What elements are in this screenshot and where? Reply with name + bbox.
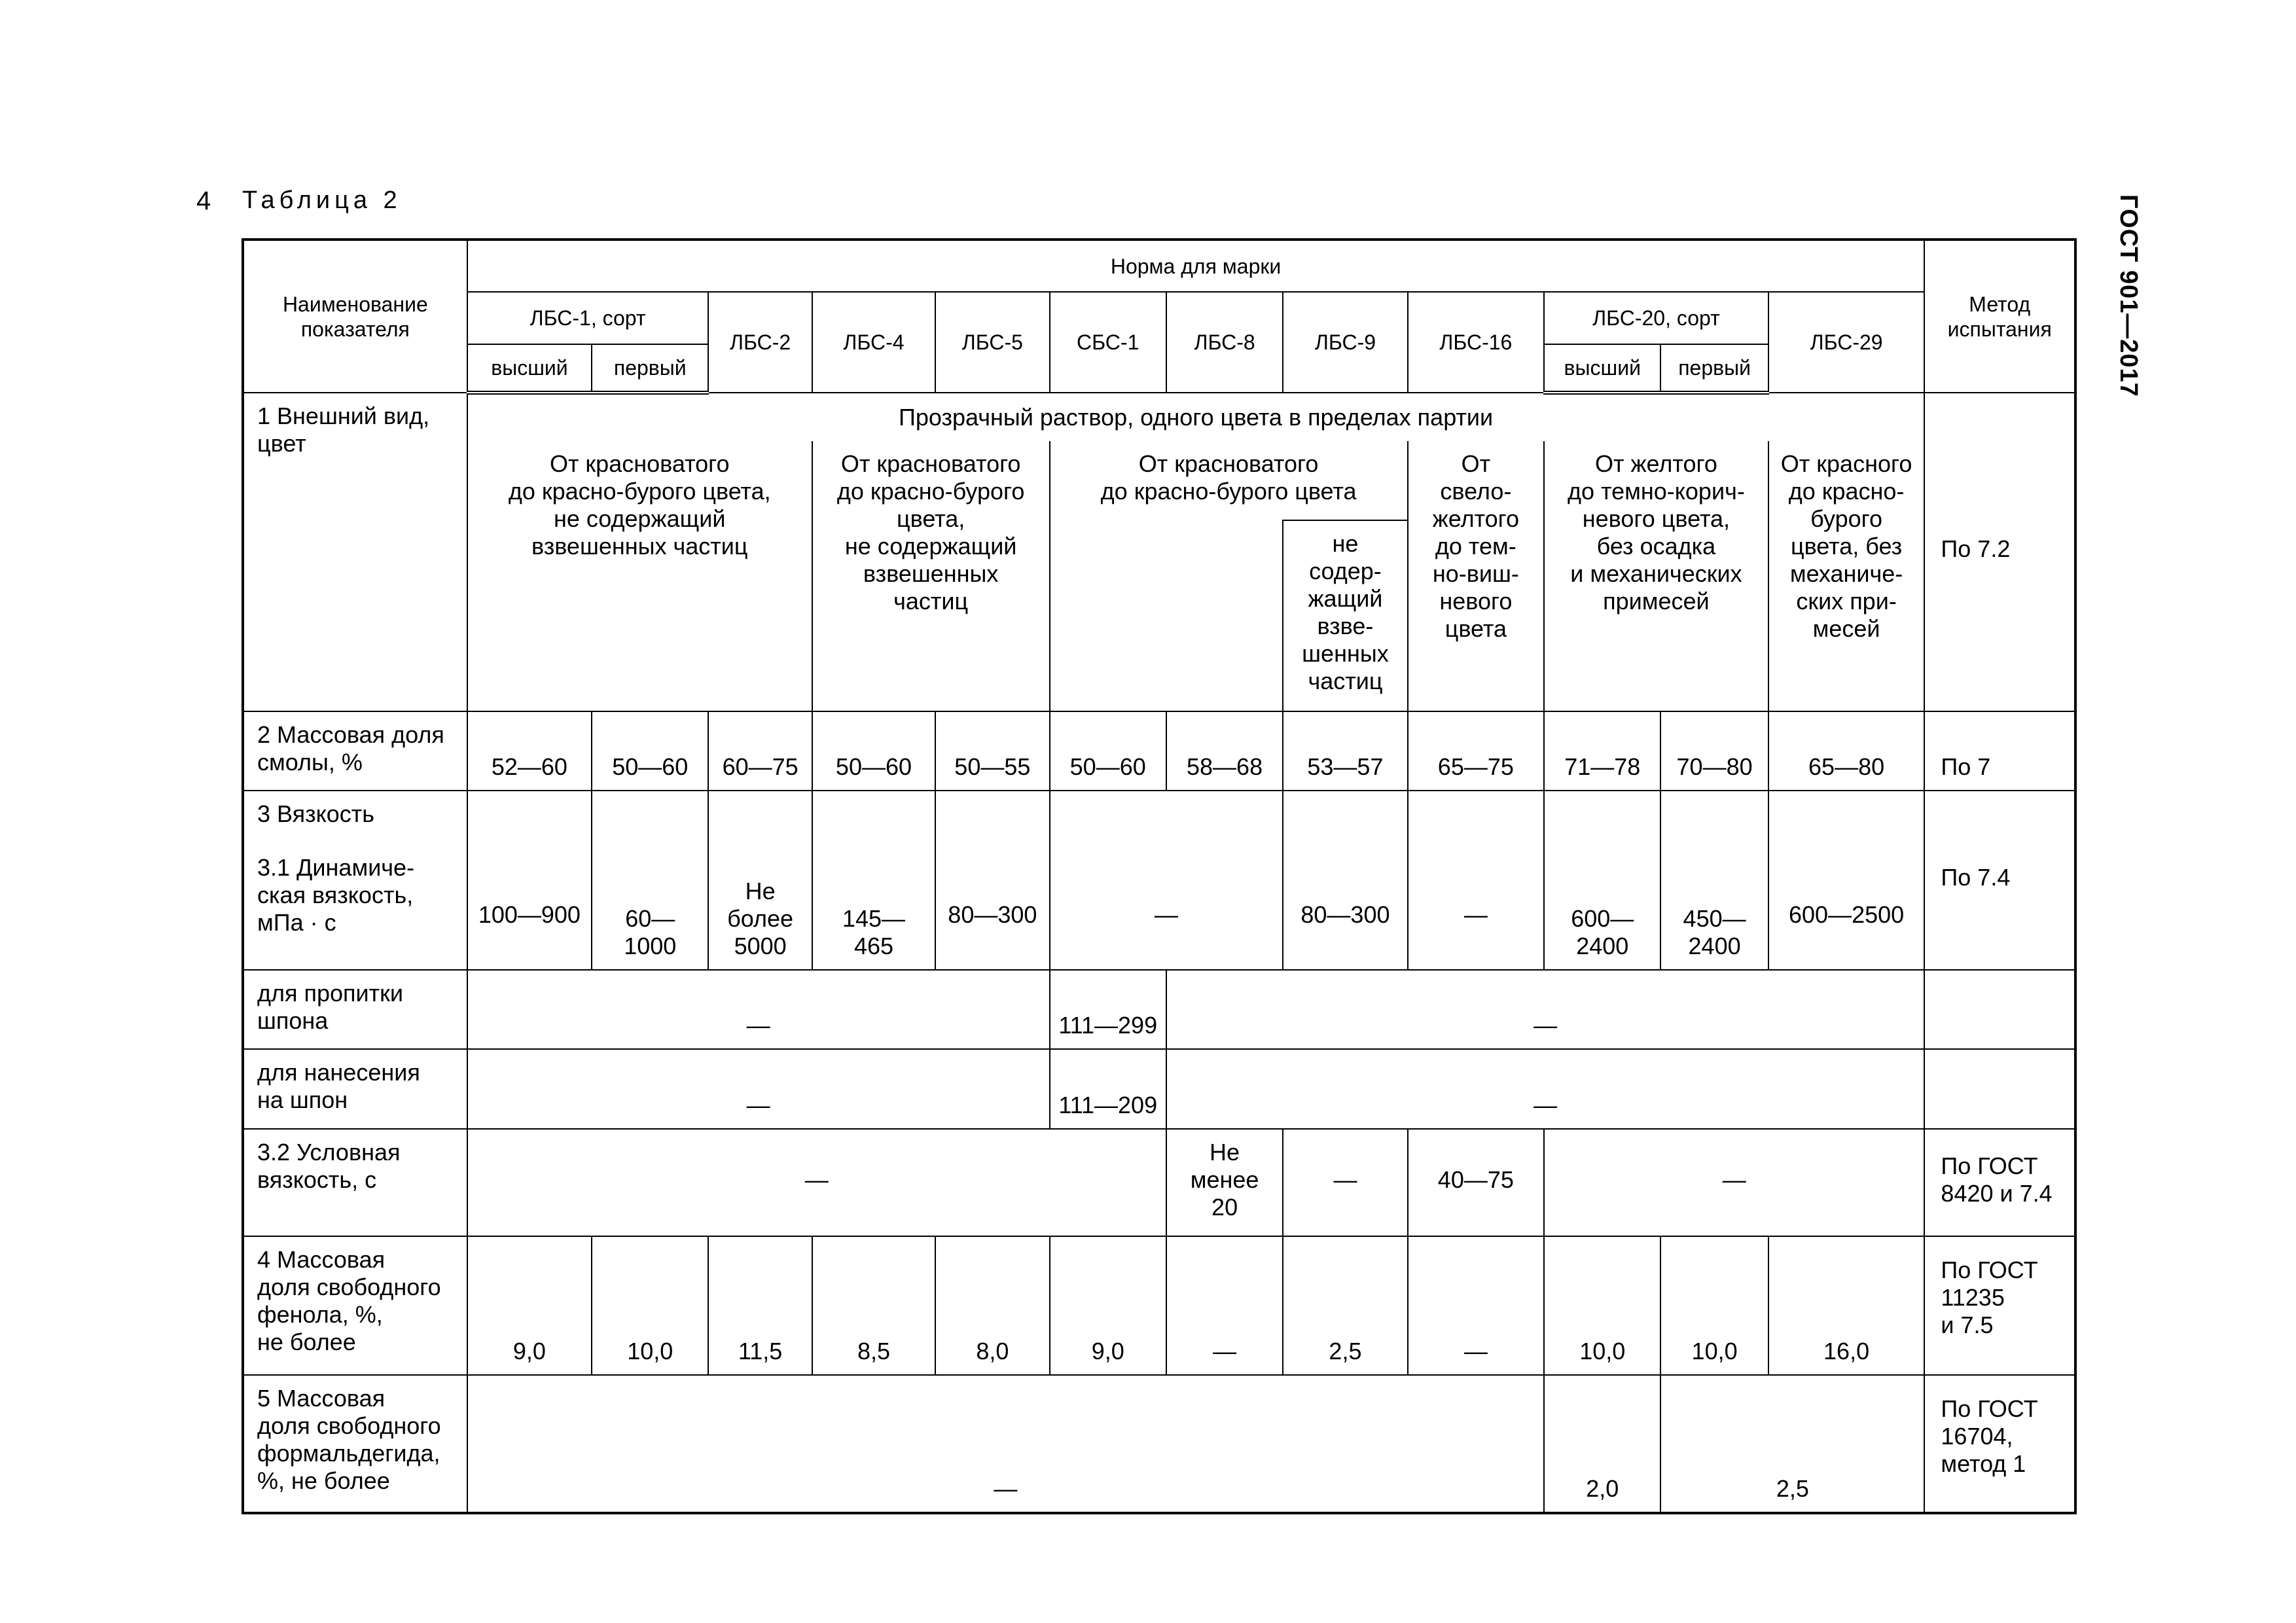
- row-phenol-method: По ГОСТ 11235 и 7.5: [1924, 1236, 2075, 1376]
- impregnation-sbs1: 111—299: [1050, 970, 1166, 1049]
- viscosity-lbs1-first: 60— 1000: [592, 791, 708, 969]
- row-formaldehyde-name: 5 Массовая доля свободного формальдегида, %, не более: [243, 1375, 467, 1513]
- resin-lbs5: 50—55: [935, 711, 1049, 791]
- phenol-lbs4: 8,5: [812, 1236, 935, 1376]
- header-sbs1: СБС-1: [1050, 292, 1166, 393]
- formaldehyde-right: 2,5: [1660, 1375, 1924, 1513]
- viscosity-sbs1-lbs8: —: [1050, 791, 1283, 969]
- application-sbs1: 111—209: [1050, 1049, 1166, 1128]
- row-appearance-name: 1 Внешний вид, цвет: [243, 393, 467, 711]
- phenol-lbs9: 2,5: [1283, 1236, 1407, 1376]
- viscosity-lbs16: —: [1408, 791, 1544, 969]
- row-appearance-general: Прозрачный раствор, одного цвета в пределах партии: [467, 393, 1925, 441]
- dynamic-viscosity-title: 3.1 Динамиче- ская вязкость, мПа · с: [257, 854, 415, 936]
- row-appearance-sbs1-lbs9: От красноватого до красно-бурого цвета: [1050, 441, 1408, 520]
- document-id: ГОСТ 901—2017: [2115, 194, 2142, 397]
- impregnation-right: —: [1166, 970, 1925, 1049]
- viscosity-lbs1-highest: 100—900: [467, 791, 592, 969]
- table-caption: Таблица 2: [242, 187, 402, 214]
- row-appearance-lbs29: От красного до красно- бурого цвета, без механиче- ских при- месей: [1768, 441, 1925, 711]
- viscosity-lbs20-first: 450— 2400: [1660, 791, 1768, 969]
- phenol-lbs1-first: 10,0: [592, 1236, 708, 1376]
- header-lbs16: ЛБС-16: [1408, 292, 1544, 393]
- header-lbs9: ЛБС-9: [1283, 292, 1407, 393]
- application-method: [1924, 1049, 2075, 1128]
- row-appearance-method: По 7.2: [1924, 393, 2075, 711]
- header-lbs2: ЛБС-2: [708, 292, 812, 393]
- row-viscosity-name: [243, 791, 467, 969]
- phenol-lbs8: —: [1166, 1236, 1283, 1376]
- header-indicator: Наименование показателя: [243, 240, 467, 393]
- impregnation-method: [1924, 970, 2075, 1049]
- application-left: —: [467, 1049, 1050, 1128]
- row-phenol-name: 4 Массовая доля свободного фенола, %, не более: [243, 1236, 467, 1376]
- phenol-lbs5: 8,0: [935, 1236, 1049, 1376]
- viscosity-gap: [257, 828, 461, 854]
- row-viscosity-method: По 7.4: [1924, 791, 2075, 969]
- resin-lbs16: 65—75: [1408, 711, 1544, 791]
- resin-lbs9: 53—57: [1283, 711, 1407, 791]
- conditional-viscosity-lbs8: Не менее 20: [1166, 1129, 1283, 1236]
- viscosity-title: 3 Вязкость: [257, 800, 375, 828]
- header-lbs20-first: первый: [1660, 344, 1768, 393]
- viscosity-lbs2: Не более 5000: [708, 791, 812, 969]
- phenol-lbs16: —: [1408, 1236, 1544, 1376]
- row-appearance-lbs1-lbs2: От красноватого до красно-бурого цвета, не содержащий взвешенных частиц: [467, 441, 812, 711]
- formaldehyde-lbs20-highest: 2,0: [1544, 1375, 1660, 1513]
- resin-lbs8: 58—68: [1166, 711, 1283, 791]
- resin-lbs20-first: 70—80: [1660, 711, 1768, 791]
- viscosity-lbs20-highest: 600— 2400: [1544, 791, 1660, 969]
- conditional-viscosity-lbs9: —: [1283, 1129, 1407, 1236]
- viscosity-lbs29: 600—2500: [1768, 791, 1925, 969]
- header-lbs1-first: первый: [592, 344, 708, 393]
- header-lbs29: ЛБС-29: [1768, 292, 1925, 393]
- header-lbs20: ЛБС-20, сорт: [1544, 292, 1768, 344]
- resin-lbs1-highest: 52—60: [467, 711, 592, 791]
- row-appearance-lbs4-lbs5: От красноватого до красно-бурого цвета, не содержащий взвешенных частиц: [812, 441, 1050, 711]
- phenol-sbs1: 9,0: [1050, 1236, 1166, 1376]
- viscosity-lbs9: 80—300: [1283, 791, 1407, 969]
- row-appearance-sbs1-lbs8-blank: [1050, 520, 1283, 711]
- header-lbs8: ЛБС-8: [1166, 292, 1283, 393]
- header-lbs4: ЛБС-4: [812, 292, 935, 393]
- row-formaldehyde-method: По ГОСТ 16704, метод 1: [1924, 1375, 2075, 1513]
- phenol-lbs20-highest: 10,0: [1544, 1236, 1660, 1376]
- formaldehyde-left: —: [467, 1375, 1544, 1513]
- phenol-lbs29: 16,0: [1768, 1236, 1925, 1376]
- header-lbs20-highest: высший: [1544, 344, 1660, 393]
- conditional-viscosity-lbs16: 40—75: [1408, 1129, 1544, 1236]
- phenol-lbs2: 11,5: [708, 1236, 812, 1376]
- resin-lbs20-highest: 71—78: [1544, 711, 1660, 791]
- phenol-lbs1-highest: 9,0: [467, 1236, 592, 1376]
- resin-lbs1-first: 50—60: [592, 711, 708, 791]
- row-appearance-lbs16: От свело- желтого до тем- но-виш- невого цвета: [1408, 441, 1544, 711]
- row-impregnation-name: для пропитки шпона: [243, 970, 467, 1049]
- viscosity-lbs4: 145— 465: [812, 791, 935, 969]
- page-number: 4: [196, 187, 211, 215]
- row-appearance-lbs20: От желтого до темно-корич- невого цвета, без осадка и механических примесей: [1544, 441, 1768, 711]
- application-right: —: [1166, 1049, 1925, 1128]
- row-conditional-viscosity-name: 3.2 Условная вязкость, с: [243, 1129, 467, 1236]
- resin-sbs1: 50—60: [1050, 711, 1166, 791]
- resin-lbs2: 60—75: [708, 711, 812, 791]
- conditional-viscosity-left: —: [467, 1129, 1166, 1236]
- row-conditional-viscosity-method: По ГОСТ 8420 и 7.4: [1924, 1129, 2075, 1236]
- header-lbs1: ЛБС-1, сорт: [467, 292, 709, 344]
- header-norm: Норма для марки: [467, 240, 1925, 292]
- row-resin-name: 2 Массовая доля смолы, %: [243, 711, 467, 791]
- specification-table: [242, 238, 2077, 1514]
- header-method: Метод испытания: [1924, 240, 2075, 393]
- conditional-viscosity-right: —: [1544, 1129, 1924, 1236]
- resin-lbs4: 50—60: [812, 711, 935, 791]
- header-lbs1-highest: высший: [467, 344, 592, 393]
- header-lbs5: ЛБС-5: [935, 292, 1049, 393]
- resin-lbs29: 65—80: [1768, 711, 1925, 791]
- row-resin-method: По 7: [1924, 711, 2075, 791]
- row-appearance-lbs9: не содер- жащий взве- шенных частиц: [1283, 520, 1407, 711]
- row-application-name: для нанесения на шпон: [243, 1049, 467, 1128]
- phenol-lbs20-first: 10,0: [1660, 1236, 1768, 1376]
- impregnation-left: —: [467, 970, 1050, 1049]
- viscosity-lbs5: 80—300: [935, 791, 1049, 969]
